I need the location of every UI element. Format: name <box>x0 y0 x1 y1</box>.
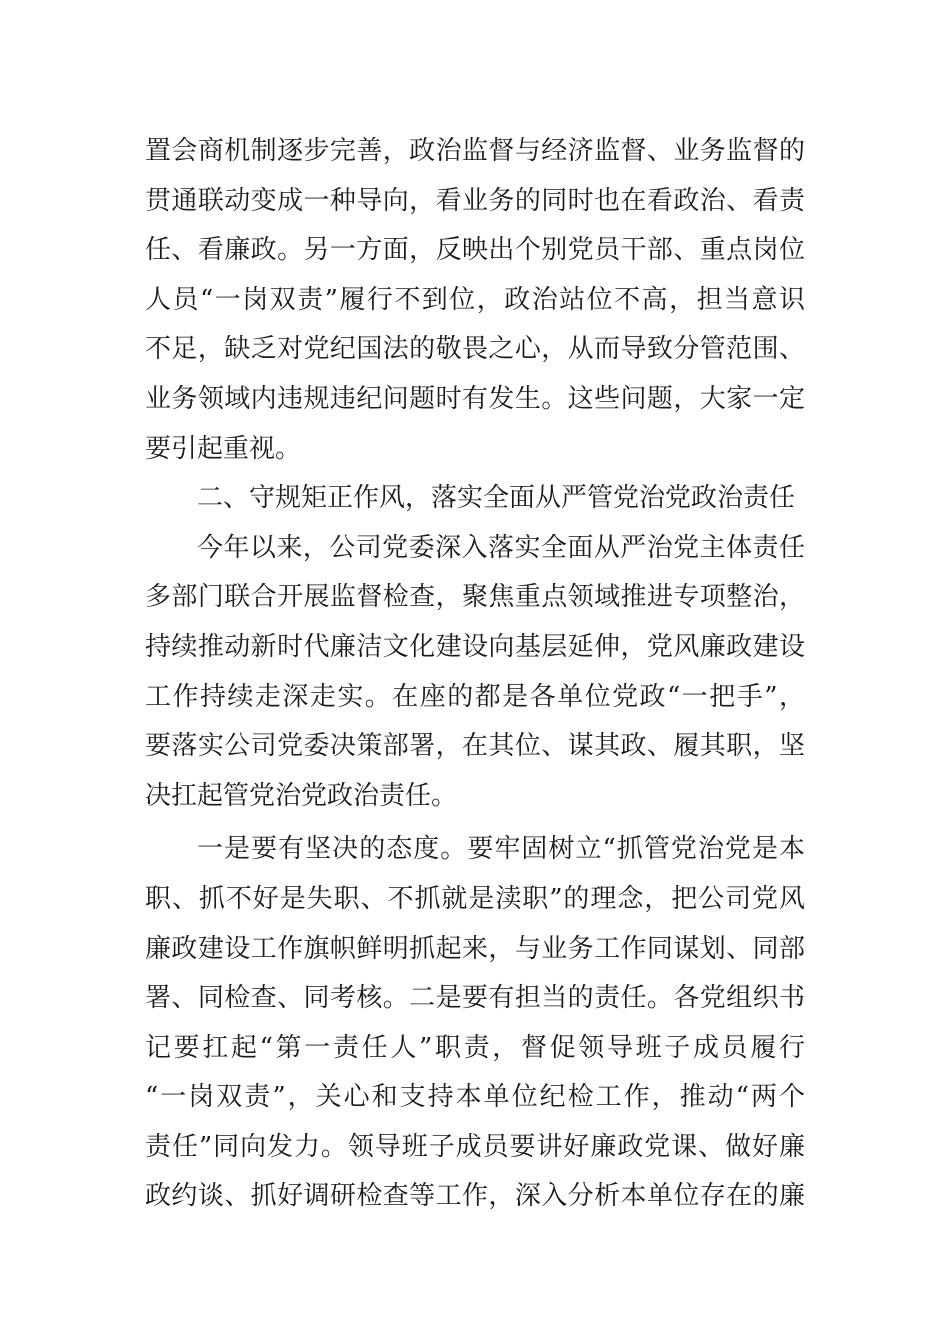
text-line: “一岗双责”，关心和支持本单位纪检工作，推动“两个 <box>145 1082 805 1113</box>
text-line: 工作持续走深走实。在座的都是各单位党政“一把手”， <box>145 681 805 712</box>
text-line: 职、抓不好是失职、不抓就是渎职”的理念，把公司党风 <box>145 883 805 914</box>
text-line: 政约谈、抓好调研检查等工作，深入分析本单位存在的廉 <box>145 1181 805 1212</box>
text-line: 今年以来，公司党委深入落实全面从严治党主体责任 <box>197 532 805 563</box>
text-line: 廉政建设工作旗帜鲜明抓起来，与业务工作同谋划、同部 <box>145 933 805 964</box>
text-line: 置会商机制逐步完善，政治监督与经济监督、业务监督的 <box>145 136 805 166</box>
text-line: 决扛起管党治党政治责任。 <box>145 780 458 811</box>
text-line: 持续推动新时代廉洁文化建设向基层延伸，党风廉政建设 <box>145 631 805 662</box>
text-line: 责任”同向发力。领导班子成员要讲好廉政党课、做好廉 <box>145 1131 805 1162</box>
text-line: 多部门联合开展监督检查，聚焦重点领域推进专项整治， <box>145 582 805 613</box>
heading-line: 二、守规矩正作风，落实全面从严管党治党政治责任 <box>197 483 796 514</box>
text-line: 要落实公司党委决策部署，在其位、谋其政、履其职，坚 <box>145 731 805 762</box>
section-heading <box>145 474 805 524</box>
text-line: 署、同检查、同考核。二是要有担当的责任。各党组织书 <box>145 983 805 1014</box>
text-line: 任、看廉政。另一方面，反映出个别党员干部、重点岗位 <box>145 235 805 266</box>
paragraph-continuation <box>145 127 805 474</box>
text-line: 要引起重视。 <box>145 433 302 464</box>
text-line: 不足，缺乏对党纪国法的敬畏之心，从而导致分管范围、 <box>145 334 805 365</box>
text-line: 一是要有坚决的态度。要牢固树立“抓管党治党是本 <box>197 834 805 865</box>
document-body <box>145 127 805 1222</box>
text-line: 业务领域内违规违纪问题时有发生。这些问题，大家一定 <box>145 383 805 414</box>
text-line: 贯通联动变成一种导向，看业务的同时也在看政治、看责 <box>145 185 805 216</box>
paragraph-this-year <box>145 524 805 822</box>
paragraph-responsibilities <box>145 825 805 1222</box>
text-line: 记要扛起“第一责任人”职责，督促领导班子成员履行 <box>145 1032 805 1063</box>
text-line: 人员“一岗双责”履行不到位，政治站位不高，担当意识 <box>145 284 805 315</box>
